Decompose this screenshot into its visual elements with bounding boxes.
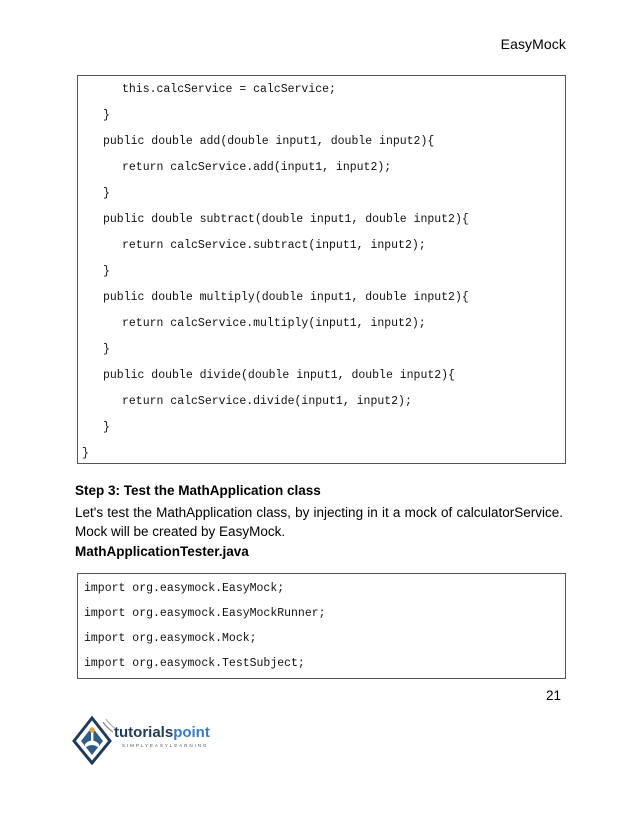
svg-text:SIMPLYEASYLEARNING: SIMPLYEASYLEARNING (122, 743, 209, 748)
code-line: public double add(double input1, double input2){ (103, 135, 435, 148)
code-line: return calcService.subtract(input1, input2); (122, 239, 426, 252)
svg-text:tutorialspoint: tutorialspoint (114, 724, 210, 741)
page-number: 21 (545, 688, 561, 703)
code-line: return calcService.add(input1, input2); (122, 161, 392, 174)
code-line: } (103, 343, 110, 356)
code-line: public double subtract(double input1, double input2){ (103, 213, 469, 226)
code-line: public double multiply(double input1, double input2){ (103, 291, 469, 304)
code-line: import org.easymock.EasyMock; (84, 582, 285, 595)
body-paragraph: Let's test the MathApplication class, by injecting in it a mock of calculatorService. Mock will be created by EasyMock. (75, 505, 563, 539)
code-line: this.calcService = calcService; (122, 83, 336, 96)
tutorialspoint-logo (72, 707, 252, 765)
code-line: import org.easymock.TestSubject; (84, 657, 305, 670)
code-line: } (103, 187, 110, 200)
code-block-continued (77, 75, 566, 464)
step-heading: Step 3: Test the MathApplication class (75, 483, 321, 498)
code-line: } (103, 109, 110, 122)
code-line: return calcService.multiply(input1, input2); (122, 317, 426, 330)
file-name-heading: MathApplicationTester.java (75, 544, 249, 559)
code-line: import org.easymock.EasyMockRunner; (84, 607, 326, 620)
code-line: public double divide(double input1, double input2){ (103, 369, 455, 382)
code-block-imports (77, 573, 566, 679)
code-line: } (103, 421, 110, 434)
code-line: import org.easymock.Mock; (84, 632, 257, 645)
code-line: } (82, 447, 89, 460)
document-header-title: EasyMock (500, 36, 566, 52)
code-line: return calcService.divide(input1, input2); (122, 395, 412, 408)
code-line: } (103, 265, 110, 278)
